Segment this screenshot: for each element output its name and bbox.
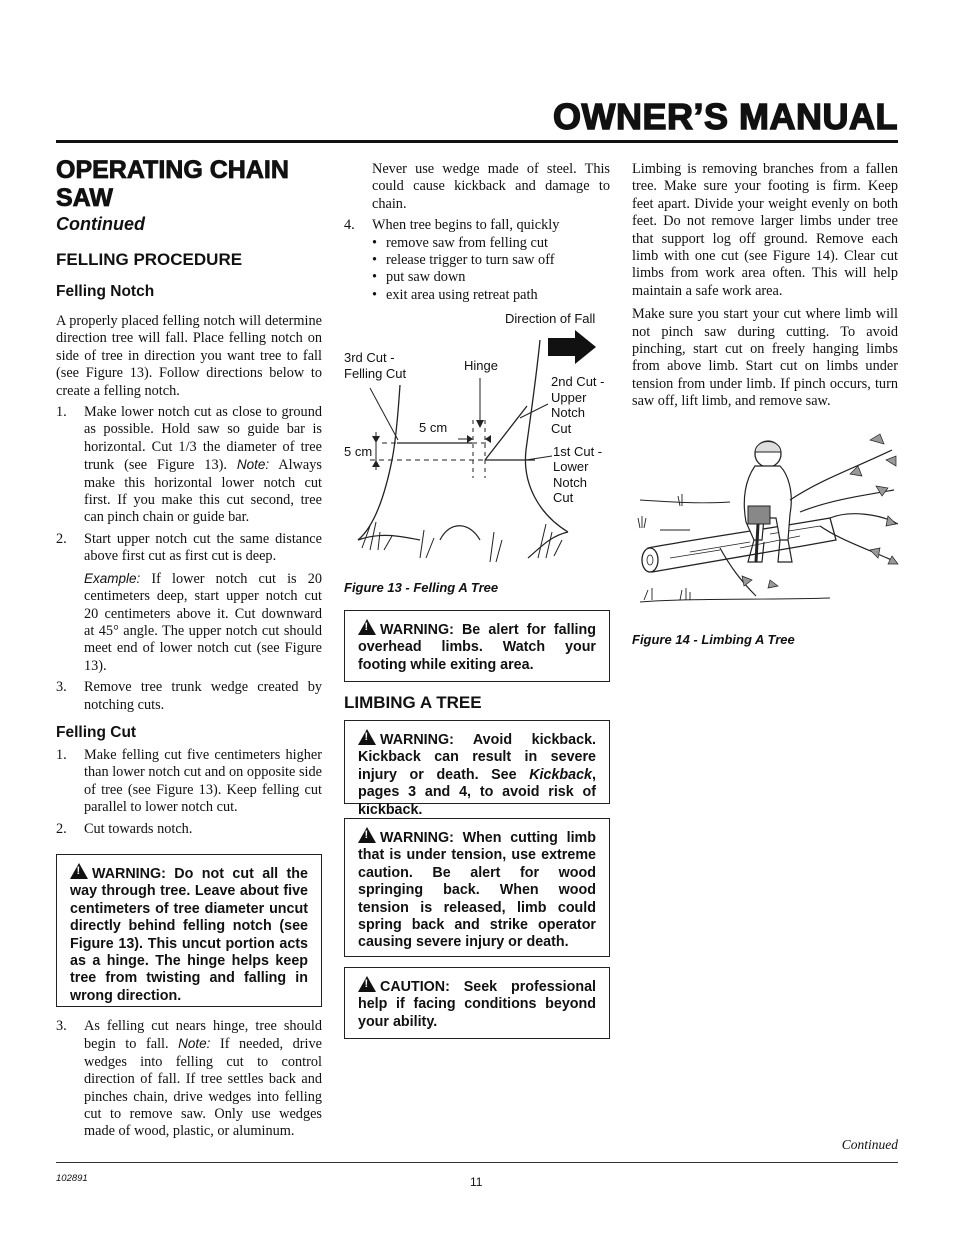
bullet-item <box>372 235 610 252</box>
tree-trunk <box>358 385 400 540</box>
list-text: Make felling cut five centimeters higher than lower notch cut and on opposite side of tree (see Figure 13). Keep felling cut parallel to lower notch cut. <box>84 747 322 816</box>
warning-text: , pages 3 and 4, to avoid risk of kickback. <box>358 766 596 818</box>
felling-notch-heading: Felling Notch <box>56 283 155 300</box>
cut2-label: Cut <box>551 421 572 436</box>
figure-13-felling-diagram <box>340 300 615 570</box>
operator-helmet <box>755 442 781 453</box>
felling-notch-section <box>56 313 322 714</box>
direction-arrow-icon <box>548 330 596 364</box>
document-number: 102891 <box>56 1173 88 1184</box>
warning-icon <box>358 827 376 843</box>
bullet-item <box>372 252 610 269</box>
list-number: 1. <box>56 747 67 763</box>
list-number: 2. <box>56 530 67 547</box>
cut3-label: 3rd Cut - <box>344 350 395 365</box>
page-number: 11 <box>470 1175 483 1189</box>
limbing-heading: LIMBING A TREE <box>344 693 482 712</box>
example-label: Example: <box>84 570 141 586</box>
figure-14-limbing-illustration <box>630 430 900 610</box>
list-text: Start upper notch cut the same distance above first cut as first cut is deep. <box>84 530 322 565</box>
bullet-text: exit area using retreat path <box>386 286 538 303</box>
kickback-reference: Kickback <box>529 766 592 783</box>
leader-cut3 <box>370 388 398 440</box>
bullet-dot: • <box>372 234 378 251</box>
warning-icon <box>358 619 376 635</box>
bullet-text: remove saw from felling cut <box>386 234 548 251</box>
list-item <box>56 1018 322 1141</box>
notch-upper-cut <box>485 406 527 460</box>
hinge-arrow-icon <box>476 420 484 428</box>
item-text: Make lower notch cut as close to ground as possible. Hold saw so guide bar is horizontal. Cut 1/3 the diameter of tree trunk (see Figure 13). <box>84 404 322 474</box>
example-text: If lower notch cut is 20 centimeters deep, start upper notch cut 20 centimeters above it. Cut downward at 45° angle. The upper notch cut should meet end of lower notch cut (see Figure 13). <box>84 570 323 674</box>
warning-text: WARNING: Do not cut all the way through tree. Leave about five centimeters of tree diameter uncut directly behind felling notch (see Figure 13). This uncut portion acts as a hinge. The hinge helps keep tree from twisting and falling in wrong direction. <box>70 866 308 1004</box>
chainsaw-bar <box>756 524 758 562</box>
list-text: When tree begins to fall, quickly <box>372 217 560 234</box>
warning-text: WARNING: Be alert for falling overhead limbs. Watch your footing while exiting area. <box>358 622 596 673</box>
fallen-log <box>648 518 836 572</box>
list-text <box>84 1018 322 1141</box>
dim-arrow-icon <box>485 435 491 443</box>
list-number: 4. <box>344 217 355 234</box>
item-text: As felling cut nears hinge, tree should begin to fall. <box>84 1018 322 1053</box>
warning-text: WARNING: When cutting limb that is under tension, use extreme caution. Be alert for wood springing back. When wood tension is released, limb could spring back and strike operator causing severe injury or death. <box>358 830 596 951</box>
cut3-label: Felling Cut <box>344 366 407 381</box>
bullet-text: put saw down <box>386 269 466 286</box>
bullet-text: release trigger to turn saw off <box>386 252 555 269</box>
warning-box-hinge <box>56 854 322 1007</box>
log-end-icon <box>642 548 658 572</box>
limbing-paragraph-2: Make sure you start your cut where limb will not pinch saw during cutting. To avoid pinching, start cut on freely hanging limbs from above limb. Start cut on limbs under tension from under limb. If pinch occurs, turn saw off, lift limb, and remove saw. <box>632 306 898 410</box>
warning-box-kickback <box>344 720 610 818</box>
list-text: Remove tree trunk wedge created by notching cuts. <box>84 679 322 713</box>
indent-spacer <box>56 570 84 675</box>
title-rule <box>56 140 898 143</box>
list-number: 1. <box>56 404 67 421</box>
limbing-paragraph-1: Limbing is removing branches from a fallen tree. Make sure your footing is firm. Keep feet apart. Divide your weight evenly on both feet. Do not remove larger limbs under tree that support log off ground. Remove each limb with one cut (see Figure 14). Clear cut limbs from work area often. This will help maintain a safe work area. <box>632 161 898 299</box>
list-number: 2. <box>56 820 67 837</box>
column-2-text <box>344 161 610 304</box>
felling-cut-item-3 <box>56 1018 322 1141</box>
footer-rule <box>56 1162 898 1163</box>
list-item <box>56 404 322 527</box>
bullet-list <box>344 235 610 305</box>
manual-title: OWNER’S MANUAL <box>553 96 898 137</box>
list-item <box>56 821 322 838</box>
cut1-label: Cut <box>553 490 574 505</box>
indent-spacer <box>344 161 372 213</box>
list-item <box>56 679 322 714</box>
note-text: If needed, drive wedges into felling cut to control direction of fall. If tree settles back and pinches chain, drive wedges into felling cut to remove saw. Only use wedges made of wood, plastic, or aluminum. <box>84 1036 322 1140</box>
tree-roots <box>358 526 568 558</box>
warning-box-tension <box>344 818 610 957</box>
grass-mid <box>420 530 502 562</box>
warning-icon <box>70 863 88 879</box>
bullet-dot: • <box>372 269 378 286</box>
example-text-wrap <box>84 570 322 675</box>
section-subtitle: Continued <box>56 214 145 234</box>
list-item <box>56 531 322 566</box>
direction-of-fall-label: Direction of Fall <box>505 311 596 326</box>
list-text: Cut towards notch. <box>84 820 193 837</box>
section-title: OPERATING CHAIN SAW <box>56 156 289 212</box>
note-label: Note: <box>236 457 270 473</box>
steel-note-paragraph <box>344 161 610 213</box>
example-paragraph <box>56 570 322 675</box>
warning-box-falling-limbs <box>344 610 610 682</box>
cut2-label: 2nd Cut - <box>551 374 605 389</box>
dim-arrow-icon <box>372 436 380 443</box>
grass-right <box>538 524 562 558</box>
cut1-label: Notch <box>553 475 587 490</box>
list-text <box>84 404 322 527</box>
felling-notch-intro: A properly placed felling notch will determine direction tree will fall. Place felling notch on side of tree in direction you want tree to fall (see Figure 13). Follow directions below to create a felling notch. <box>56 313 322 399</box>
list-item <box>344 217 610 234</box>
felling-cut-heading: Felling Cut <box>56 724 137 741</box>
leader-cut2 <box>520 404 548 418</box>
note-label: Note: <box>178 1036 211 1052</box>
caution-box <box>344 967 610 1039</box>
figure-14-caption: Figure 14 - Limbing A Tree <box>632 632 795 647</box>
warning-icon <box>358 729 376 745</box>
caution-icon <box>358 976 376 992</box>
caution-text: CAUTION: Seek professional help if facing conditions beyond your ability. <box>358 979 596 1030</box>
cut1-label: Lower <box>553 459 589 474</box>
cut1-label: 1st Cut - <box>553 444 603 459</box>
dimension-label-left: 5 cm <box>344 444 373 459</box>
bullet-dot: • <box>372 286 378 303</box>
bullet-item <box>372 269 610 286</box>
continued-label: Continued <box>841 1137 898 1152</box>
chainsaw-icon <box>748 506 770 524</box>
bullet-dot: • <box>372 252 378 269</box>
list-number: 3. <box>56 1018 67 1034</box>
hinge-label: Hinge <box>464 358 498 373</box>
warning-text: WARNING: Avoid kickback. Kickback can result in severe injury or death. See <box>358 732 596 783</box>
list-item <box>56 747 322 817</box>
felling-cut-section <box>56 747 322 838</box>
figure-13-caption: Figure 13 - Felling A Tree <box>344 580 499 595</box>
felling-procedure-heading: FELLING PROCEDURE <box>56 250 243 269</box>
dim-arrow-icon <box>372 460 380 467</box>
column-3-text <box>632 161 898 411</box>
steel-wedge-note: Never use wedge made of steel. This could cause kickback and damage to chain. <box>372 161 610 212</box>
cut2-label: Upper <box>551 390 587 405</box>
dimension-label-top: 5 cm <box>419 420 448 435</box>
note-text: Always make this horizontal lower notch cut first. If you make this cut second, tree can pinch chain or guide bar. <box>84 457 322 526</box>
dim-arrow-icon <box>467 435 473 443</box>
list-number: 3. <box>56 679 67 696</box>
leader-cut1 <box>526 456 552 460</box>
cut2-label: Notch <box>551 405 585 420</box>
